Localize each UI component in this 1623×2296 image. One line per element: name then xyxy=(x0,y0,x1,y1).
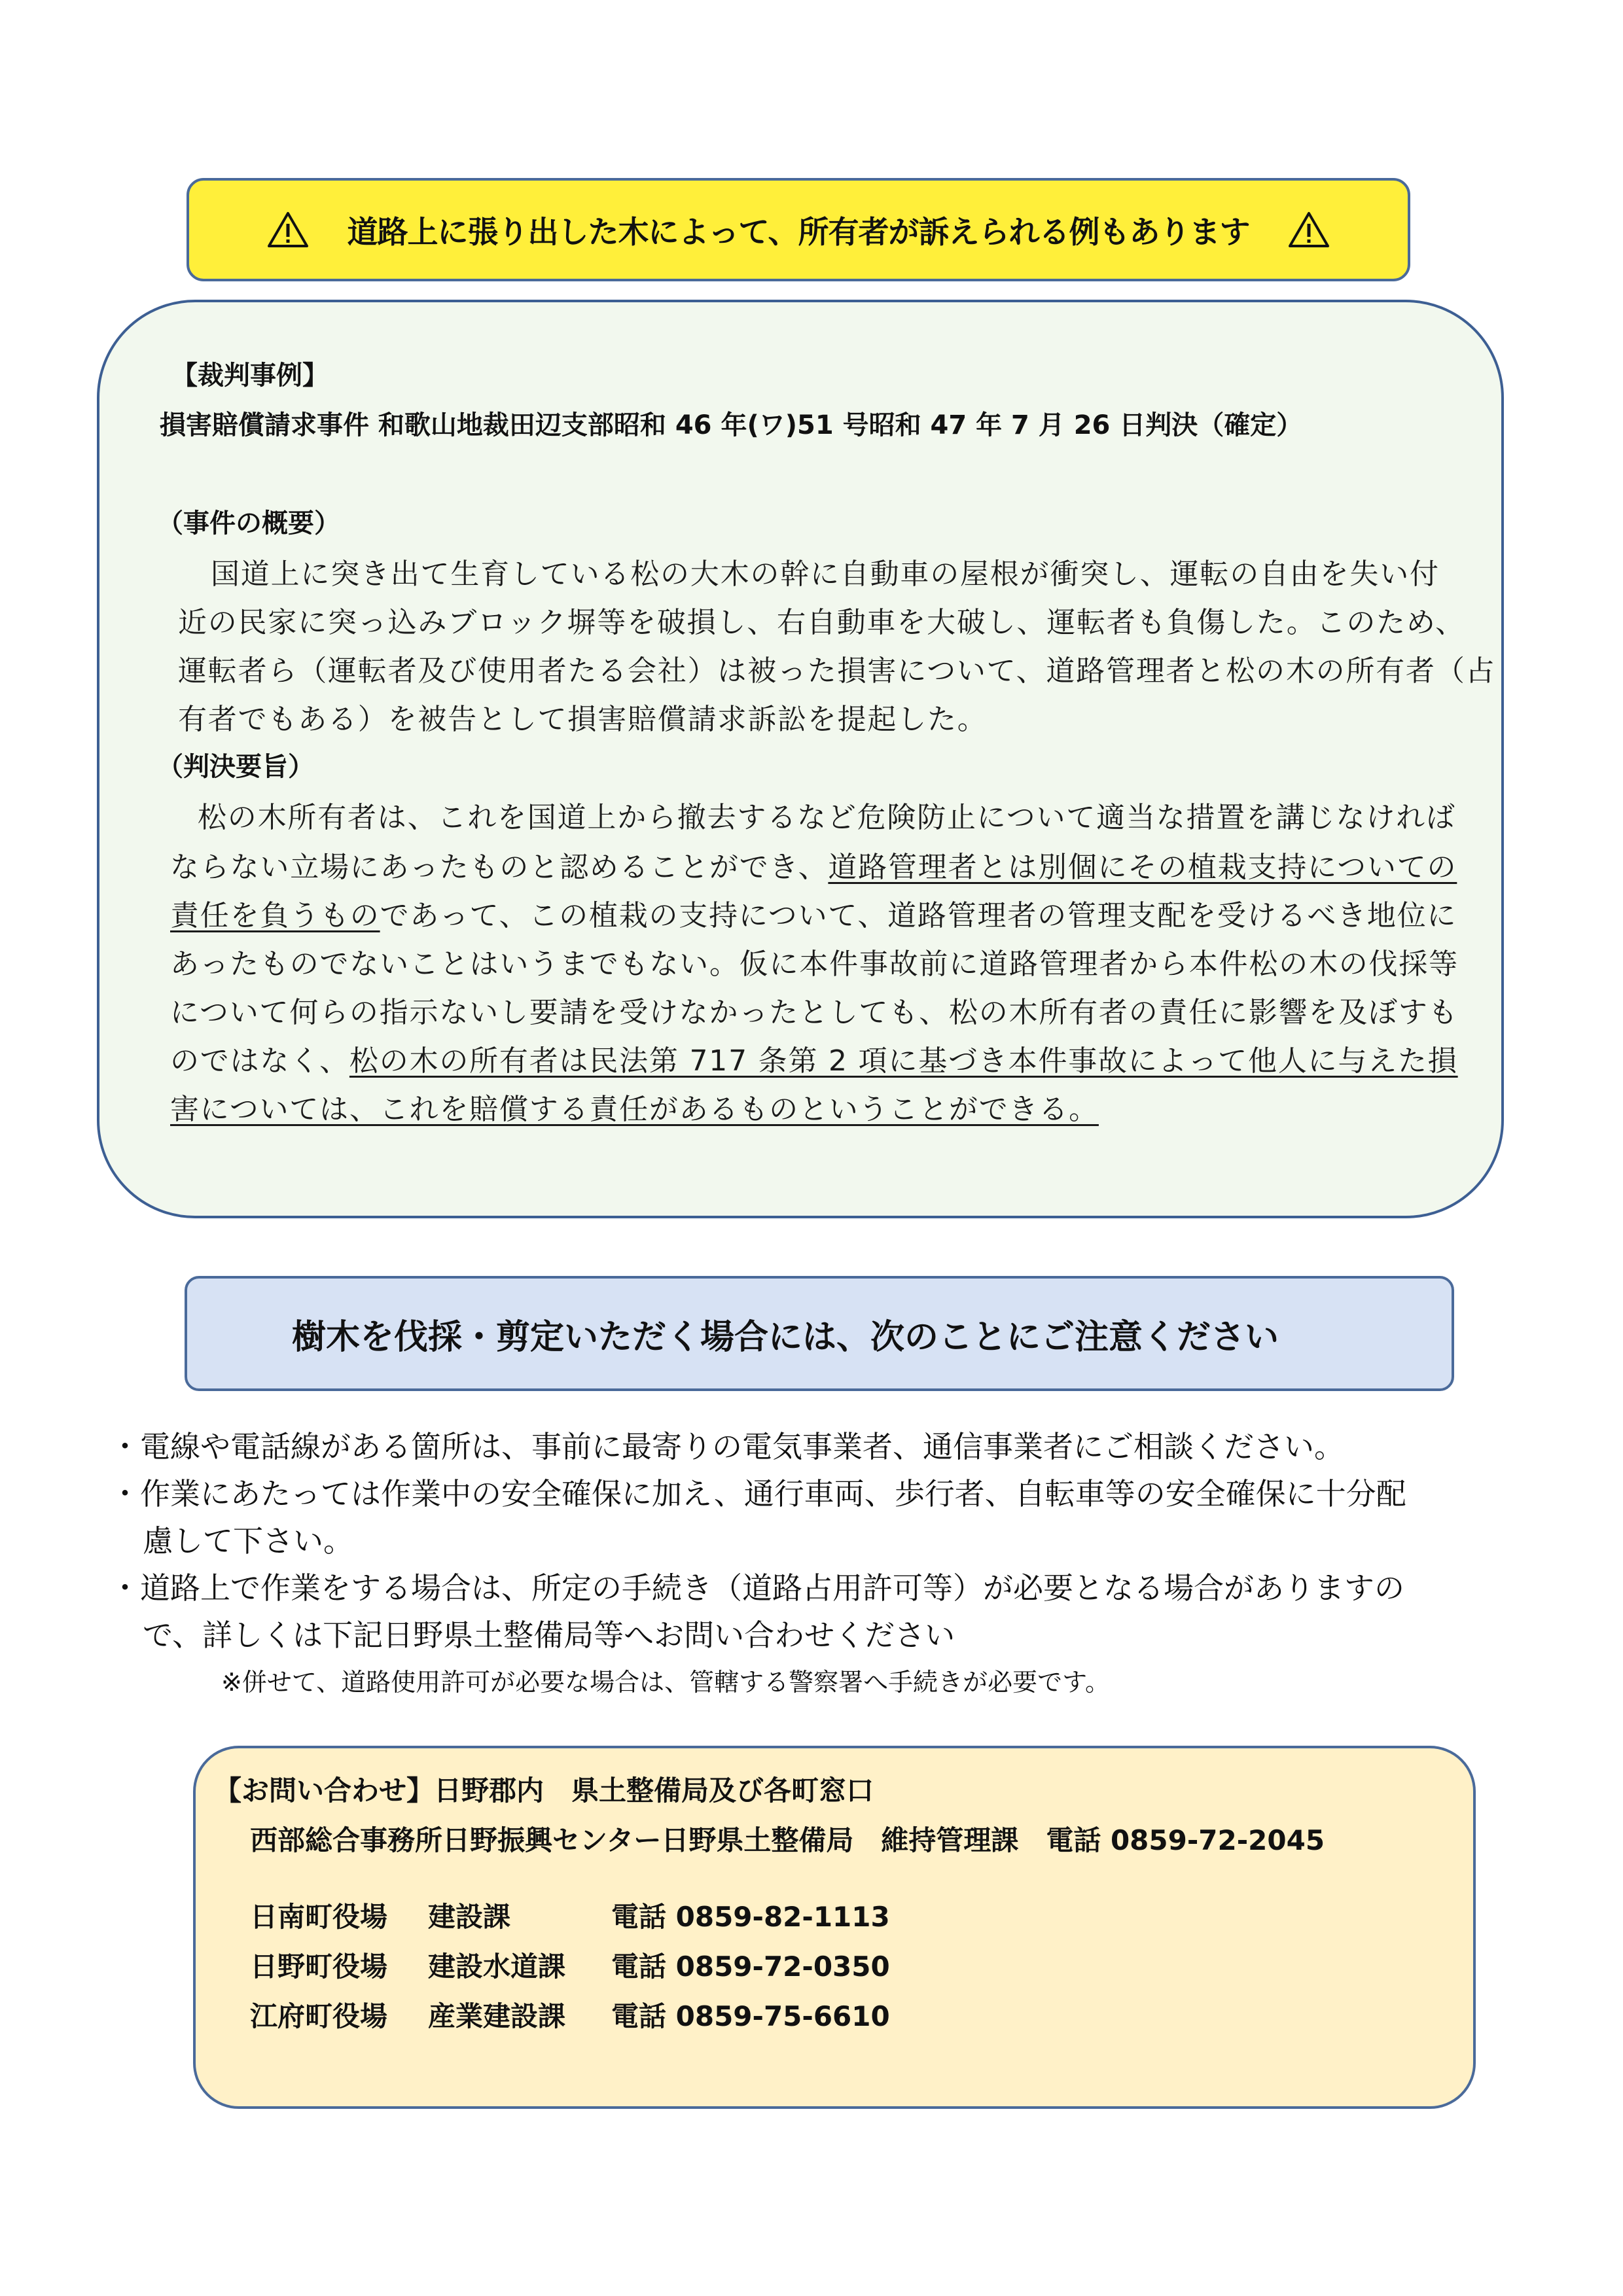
summary-line: 国道上に突き出て生育している松の大木の幹に自動車の屋根が衝突し、運転の自由を失い付 xyxy=(211,557,1440,591)
court-case-box xyxy=(97,300,1504,1218)
ruling-line xyxy=(170,1095,1099,1124)
ruling-line: ならない立場にあったものと認めることができ、道路管理者とは別個にその植栽支持についての xyxy=(170,851,1457,884)
caution-banner-title: 樹木を伐採・剪定いただく場合には、次のことにご注意ください xyxy=(292,1318,1279,1357)
contact-box xyxy=(193,1746,1476,2109)
office-name: 日野町役場 xyxy=(250,1951,388,1983)
summary-heading: （事件の概要） xyxy=(157,508,340,539)
ruling-line: あったものでないことはいうまでもない。仮に本件事故前に道路管理者から本件松の木の伐採等 xyxy=(170,947,1459,981)
bullet-item: ・道路上で作業をする場合は、所定の手続き（道路占用許可等）が必要となる場合がありますの xyxy=(110,1570,1404,1606)
bullet-item: ・電線や電話線がある箇所は、事前に最寄りの電気事業者、通信事業者にご相談ください。 xyxy=(110,1429,1344,1464)
warning-triangle-icon xyxy=(1288,211,1330,249)
bullet-item-continuation: 慮して下さい。 xyxy=(143,1523,353,1559)
office-name: 江府町役場 xyxy=(250,2000,388,2032)
office-dept: 建設水道課 xyxy=(428,1951,566,1983)
office-dept: 産業建設課 xyxy=(428,2000,566,2032)
warning-banner-text: 道路上に張り出した木によって、所有者が訴えられる例もあります xyxy=(347,214,1250,251)
bullet-item: ・作業にあたっては作業中の安全確保に加え、通行車両、歩行者、自転車等の安全確保に十分配 xyxy=(110,1476,1406,1511)
case-citation: 損害賠償請求事件 和歌山地裁田辺支部昭和 46 年(ワ)51 号昭和 47 年 7 月 26 日判決（確定） xyxy=(160,410,1303,440)
bullet-item-continuation: で、詳しくは下記日野県土整備局等へお問い合わせください xyxy=(143,1617,955,1653)
main-office-contact: 西部総合事務所日野振興センター日野県土整備局 維持管理課 電話 0859-72-2045 xyxy=(250,1824,1325,1856)
case-heading: 【裁判事例】 xyxy=(171,361,329,391)
ruling-line: 松の木所有者は、これを国道上から撤去するなど危険防止について適当な措置を講じなければ xyxy=(198,801,1456,834)
warning-triangle-icon xyxy=(267,211,309,249)
ruling-line: のではなく、松の木の所有者は民法第 717 条第 2 項に基づき本件事故によって他人に与えた損 xyxy=(170,1044,1458,1078)
summary-line: 近の民家に突っ込みブロック塀等を破損し、右自動車を大破し、運転者も負傷した。このため、 xyxy=(178,606,1465,639)
office-dept: 建設課 xyxy=(428,1901,511,1933)
office-phone: 電話 0859-75-6610 xyxy=(611,2000,890,2032)
office-phone: 電話 0859-82-1113 xyxy=(611,1901,890,1933)
ruling-underlined-text: 松の木の所有者は民法第 717 条第 2 項に基づき本件事故によって他人に与えた損 xyxy=(349,1044,1458,1078)
warning-banner xyxy=(187,178,1410,281)
ruling-underlined-text: 責任を負うもの xyxy=(170,899,380,932)
office-phone: 電話 0859-72-0350 xyxy=(611,1951,890,1983)
police-permit-note: ※併せて、道路使用許可が必要な場合は、管轄する警察署へ手続きが必要です。 xyxy=(221,1668,1111,1697)
ruling-heading: （判決要旨） xyxy=(157,752,314,782)
office-name: 日南町役場 xyxy=(250,1901,388,1933)
ruling-underlined-text: 害については、これを賠償する責任があるものということができる。 xyxy=(170,1093,1099,1126)
ruling-line: について何らの指示ないし要請を受けなかったとしても、松の木所有者の責任に影響を及ぼすも xyxy=(170,996,1459,1029)
contact-heading: 【お問い合わせ】日野郡内 県土整備局及び各町窓口 xyxy=(214,1775,874,1807)
summary-line: 有者でもある）を被告として損害賠償請求訴訟を提起した。 xyxy=(178,703,988,736)
ruling-underlined-text: 道路管理者とは別個にその植栽支持についての xyxy=(828,851,1457,884)
caution-banner xyxy=(185,1276,1454,1391)
summary-line: 運転者ら（運転者及び使用者たる会社）は被った損害について、道路管理者と松の木の所有者（占 xyxy=(178,654,1496,688)
ruling-line: 責任を負うものであって、この植栽の支持について、道路管理者の管理支配を受けるべき地位に xyxy=(170,899,1457,932)
